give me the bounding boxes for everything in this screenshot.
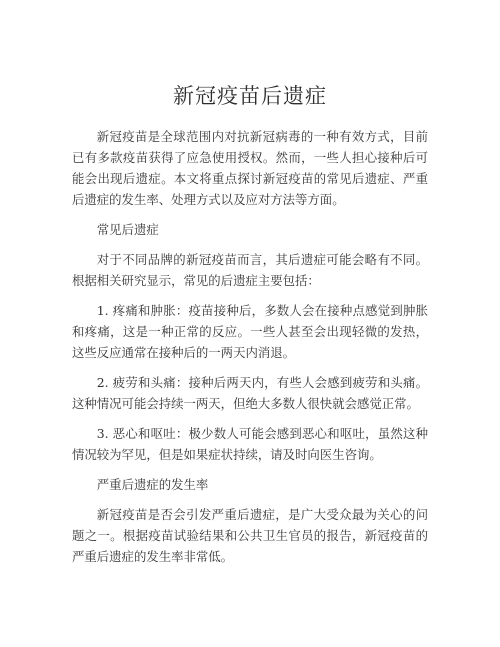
intro-paragraph: 新冠疫苗是全球范围内对抗新冠病毒的一种有效方式，目前已有多款疫苗获得了应急使用授权。然而，一些人担心接种后可能会出现后遗症。本文将重点探讨新冠疫苗的常见后遗症、严重后遗症的发生率、处理方式以及应对方法等方面。 <box>72 129 428 207</box>
document-page <box>72 82 428 567</box>
list-item-fatigue-headache: 2. 疲劳和头痛：接种后两天内，有些人会感到疲劳和头痛。这种情况可能会持续一两天，但绝大多数人很快就会感觉正常。 <box>72 375 428 411</box>
section-intro-paragraph: 对于不同品牌的新冠疫苗而言，其后遗症可能会略有不同。根据相关研究显示，常见的后遗症主要包括： <box>72 252 428 288</box>
section-heading-severe-rate: 严重后遗症的发生率 <box>96 477 209 492</box>
severe-rate-paragraph: 新冠疫苗是否会引发严重后遗症，是广大受众最为关心的问题之一。根据疫苗试验结果和公共卫生官员的报告，新冠疫苗的严重后遗症的发生率非常低。 <box>72 507 428 564</box>
document-title: 新冠疫苗后遗症 <box>173 84 327 108</box>
list-item-nausea-vomiting: 3. 恶心和呕吐：极少数人可能会感到恶心和呕吐，虽然这种情况较为罕见，但是如果症状持续，请及时向医生咨询。 <box>72 426 428 462</box>
section-heading-common-effects: 常见后遗症 <box>96 222 159 237</box>
list-item-pain-swelling: 1. 疼痛和肿胀：疫苗接种后，多数人会在接种点感觉到肿胀和疼痛，这是一种正常的反应。一些人甚至会出现轻微的发热，这些反应通常在接种后的一两天内消退。 <box>72 303 428 360</box>
